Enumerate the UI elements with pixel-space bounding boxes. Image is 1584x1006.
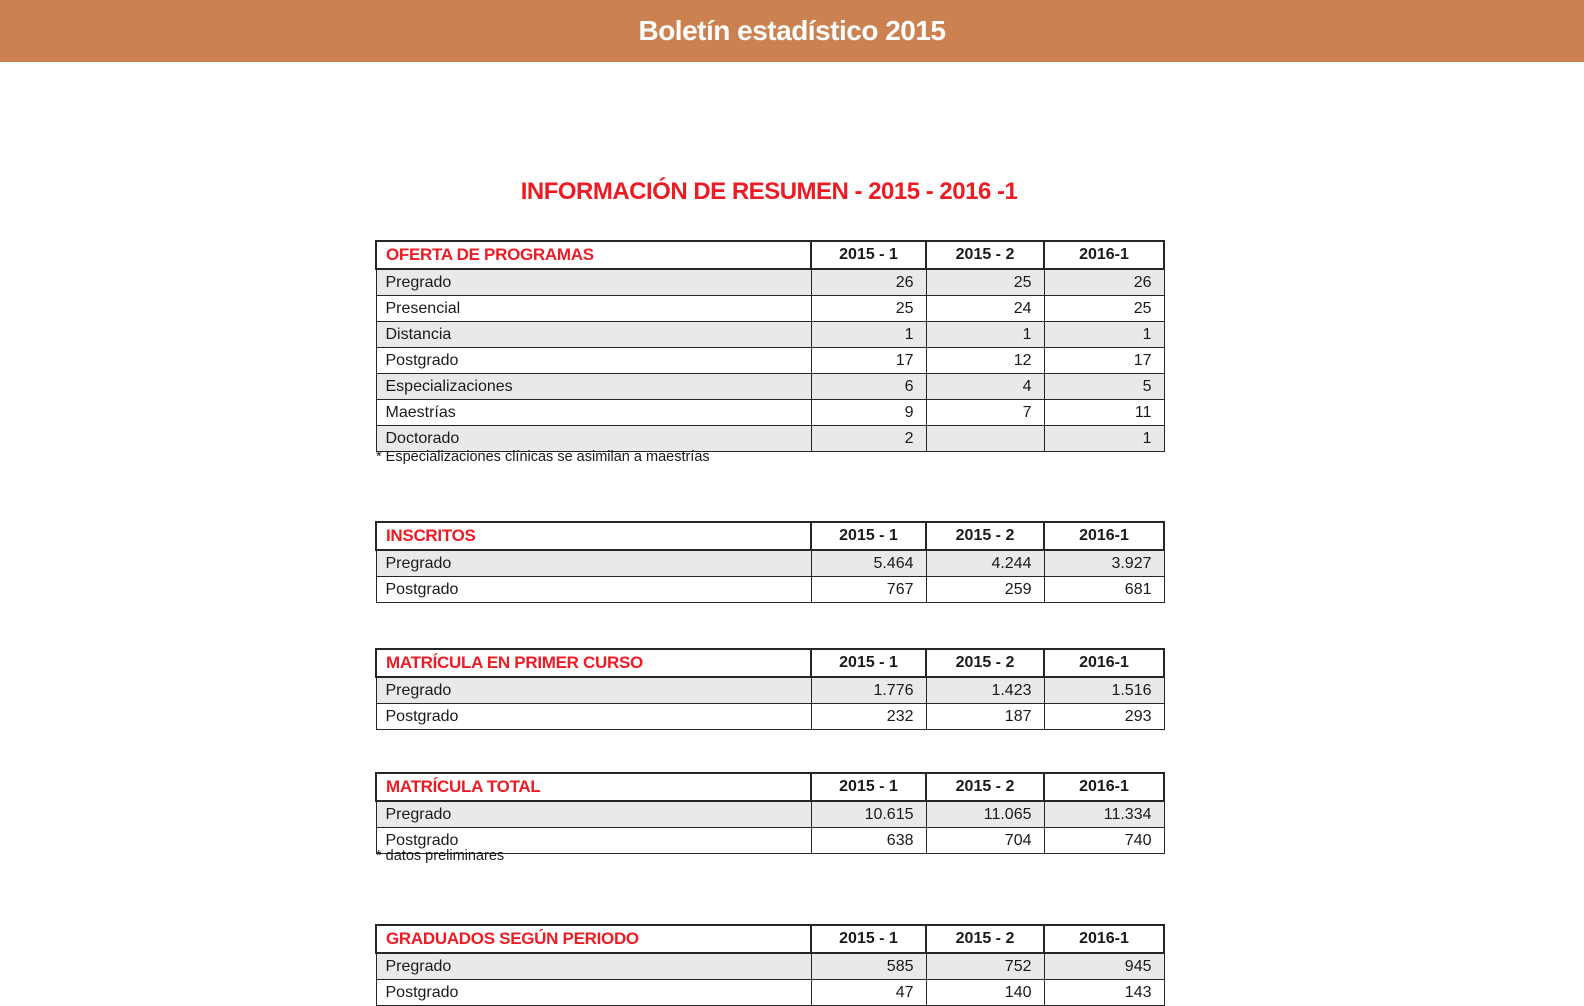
- table-title: MATRÍCULA TOTAL: [376, 773, 811, 801]
- banner-title: Boletín estadístico 2015: [638, 15, 946, 46]
- row-label: Pregrado: [376, 801, 811, 828]
- column-header: 2016-1: [1044, 649, 1164, 677]
- cell-value: 24: [926, 296, 1044, 322]
- cell-value: 767: [811, 577, 926, 603]
- page-title: INFORMACIÓN DE RESUMEN - 2015 - 2016 -1: [520, 178, 1018, 205]
- cell-value: 293: [1044, 704, 1164, 730]
- row-label: Presencial: [376, 296, 811, 322]
- matricula-primer-curso-table: [375, 648, 1165, 730]
- row-label: Pregrado: [376, 550, 811, 577]
- row-label: Postgrado: [376, 828, 811, 854]
- cell-value: 26: [811, 269, 926, 296]
- cell-value: 1.423: [926, 677, 1044, 704]
- cell-value: 187: [926, 704, 1044, 730]
- table-row: [376, 577, 1164, 603]
- cell-value: 25: [811, 296, 926, 322]
- cell-value: 7: [926, 400, 1044, 426]
- cell-value: 6: [811, 374, 926, 400]
- table-row: [376, 953, 1164, 980]
- cell-value: 17: [1044, 348, 1164, 374]
- cell-value: 10.615: [811, 801, 926, 828]
- cell-value: 2: [811, 426, 926, 452]
- column-header: 2015 - 1: [811, 522, 926, 550]
- column-header: 2015 - 2: [926, 522, 1044, 550]
- cell-value: 704: [926, 828, 1044, 854]
- cell-value: 17: [811, 348, 926, 374]
- row-label: Postgrado: [376, 980, 811, 1006]
- cell-value: 1: [1044, 426, 1164, 452]
- column-header: 2015 - 2: [926, 925, 1044, 953]
- row-label: Postgrado: [376, 577, 811, 603]
- table-row: [376, 980, 1164, 1006]
- column-header: 2016-1: [1044, 241, 1164, 269]
- cell-value: 26: [1044, 269, 1164, 296]
- table-title: MATRÍCULA EN PRIMER CURSO: [376, 649, 811, 677]
- column-header: 2015 - 1: [811, 773, 926, 801]
- column-header: 2015 - 2: [926, 649, 1044, 677]
- cell-value: 11.334: [1044, 801, 1164, 828]
- table-row: [376, 322, 1164, 348]
- column-header: 2016-1: [1044, 773, 1164, 801]
- table-row: [376, 348, 1164, 374]
- cell-value: 12: [926, 348, 1044, 374]
- table-title: GRADUADOS SEGÚN PERIODO: [376, 925, 811, 953]
- cell-value: 740: [1044, 828, 1164, 854]
- cell-value: 1.516: [1044, 677, 1164, 704]
- table-row: [376, 426, 1164, 452]
- cell-value: 945: [1044, 953, 1164, 980]
- table-title: OFERTA DE PROGRAMAS: [376, 241, 811, 269]
- table-row: [376, 801, 1164, 828]
- row-label: Postgrado: [376, 348, 811, 374]
- row-label: Pregrado: [376, 677, 811, 704]
- table-header-row: [376, 241, 1164, 269]
- cell-value: 5.464: [811, 550, 926, 577]
- table-header-row: [376, 522, 1164, 550]
- cell-value: 259: [926, 577, 1044, 603]
- cell-value: 585: [811, 953, 926, 980]
- table-row: [376, 296, 1164, 322]
- table-title: INSCRITOS: [376, 522, 811, 550]
- cell-value: 1.776: [811, 677, 926, 704]
- row-label: Distancia: [376, 322, 811, 348]
- column-header: 2015 - 2: [926, 773, 1044, 801]
- oferta-de-programas-table: [375, 240, 1165, 452]
- column-header: 2015 - 1: [811, 649, 926, 677]
- column-header: 2015 - 2: [926, 241, 1044, 269]
- cell-value: 4: [926, 374, 1044, 400]
- cell-value: 638: [811, 828, 926, 854]
- column-header: 2015 - 1: [811, 241, 926, 269]
- column-header: 2015 - 1: [811, 925, 926, 953]
- row-label: Especializaciones: [376, 374, 811, 400]
- table-header-row: [376, 649, 1164, 677]
- cell-value: 1: [926, 322, 1044, 348]
- cell-value: [926, 426, 1044, 452]
- cell-value: 11.065: [926, 801, 1044, 828]
- cell-value: 1: [811, 322, 926, 348]
- matricula-total-table: [375, 772, 1165, 854]
- cell-value: 9: [811, 400, 926, 426]
- cell-value: 25: [926, 269, 1044, 296]
- row-label: Doctorado: [376, 426, 811, 452]
- table-row: [376, 400, 1164, 426]
- cell-value: 4.244: [926, 550, 1044, 577]
- row-label: Pregrado: [376, 953, 811, 980]
- table-row: [376, 677, 1164, 704]
- cell-value: 140: [926, 980, 1044, 1006]
- row-label: Pregrado: [376, 269, 811, 296]
- column-header: 2016-1: [1044, 522, 1164, 550]
- footnote: * Especializaciones clínicas se asimilan a maestrías: [376, 449, 710, 465]
- row-label: Maestrías: [376, 400, 811, 426]
- table-header-row: [376, 925, 1164, 953]
- table-header-row: [376, 773, 1164, 801]
- cell-value: 47: [811, 980, 926, 1006]
- cell-value: 143: [1044, 980, 1164, 1006]
- column-header: 2016-1: [1044, 925, 1164, 953]
- cell-value: 11: [1044, 400, 1164, 426]
- cell-value: 232: [811, 704, 926, 730]
- top-banner: [0, 0, 1584, 62]
- cell-value: 5: [1044, 374, 1164, 400]
- footnote: * datos preliminares: [376, 848, 505, 864]
- cell-value: 681: [1044, 577, 1164, 603]
- table-row: [376, 374, 1164, 400]
- row-label: Postgrado: [376, 704, 811, 730]
- cell-value: 25: [1044, 296, 1164, 322]
- cell-value: 3.927: [1044, 550, 1164, 577]
- cell-value: 752: [926, 953, 1044, 980]
- table-row: [376, 704, 1164, 730]
- inscritos-table: [375, 521, 1165, 603]
- table-row: [376, 550, 1164, 577]
- table-row: [376, 269, 1164, 296]
- graduados-segun-periodo-table: [375, 924, 1165, 1006]
- cell-value: 1: [1044, 322, 1164, 348]
